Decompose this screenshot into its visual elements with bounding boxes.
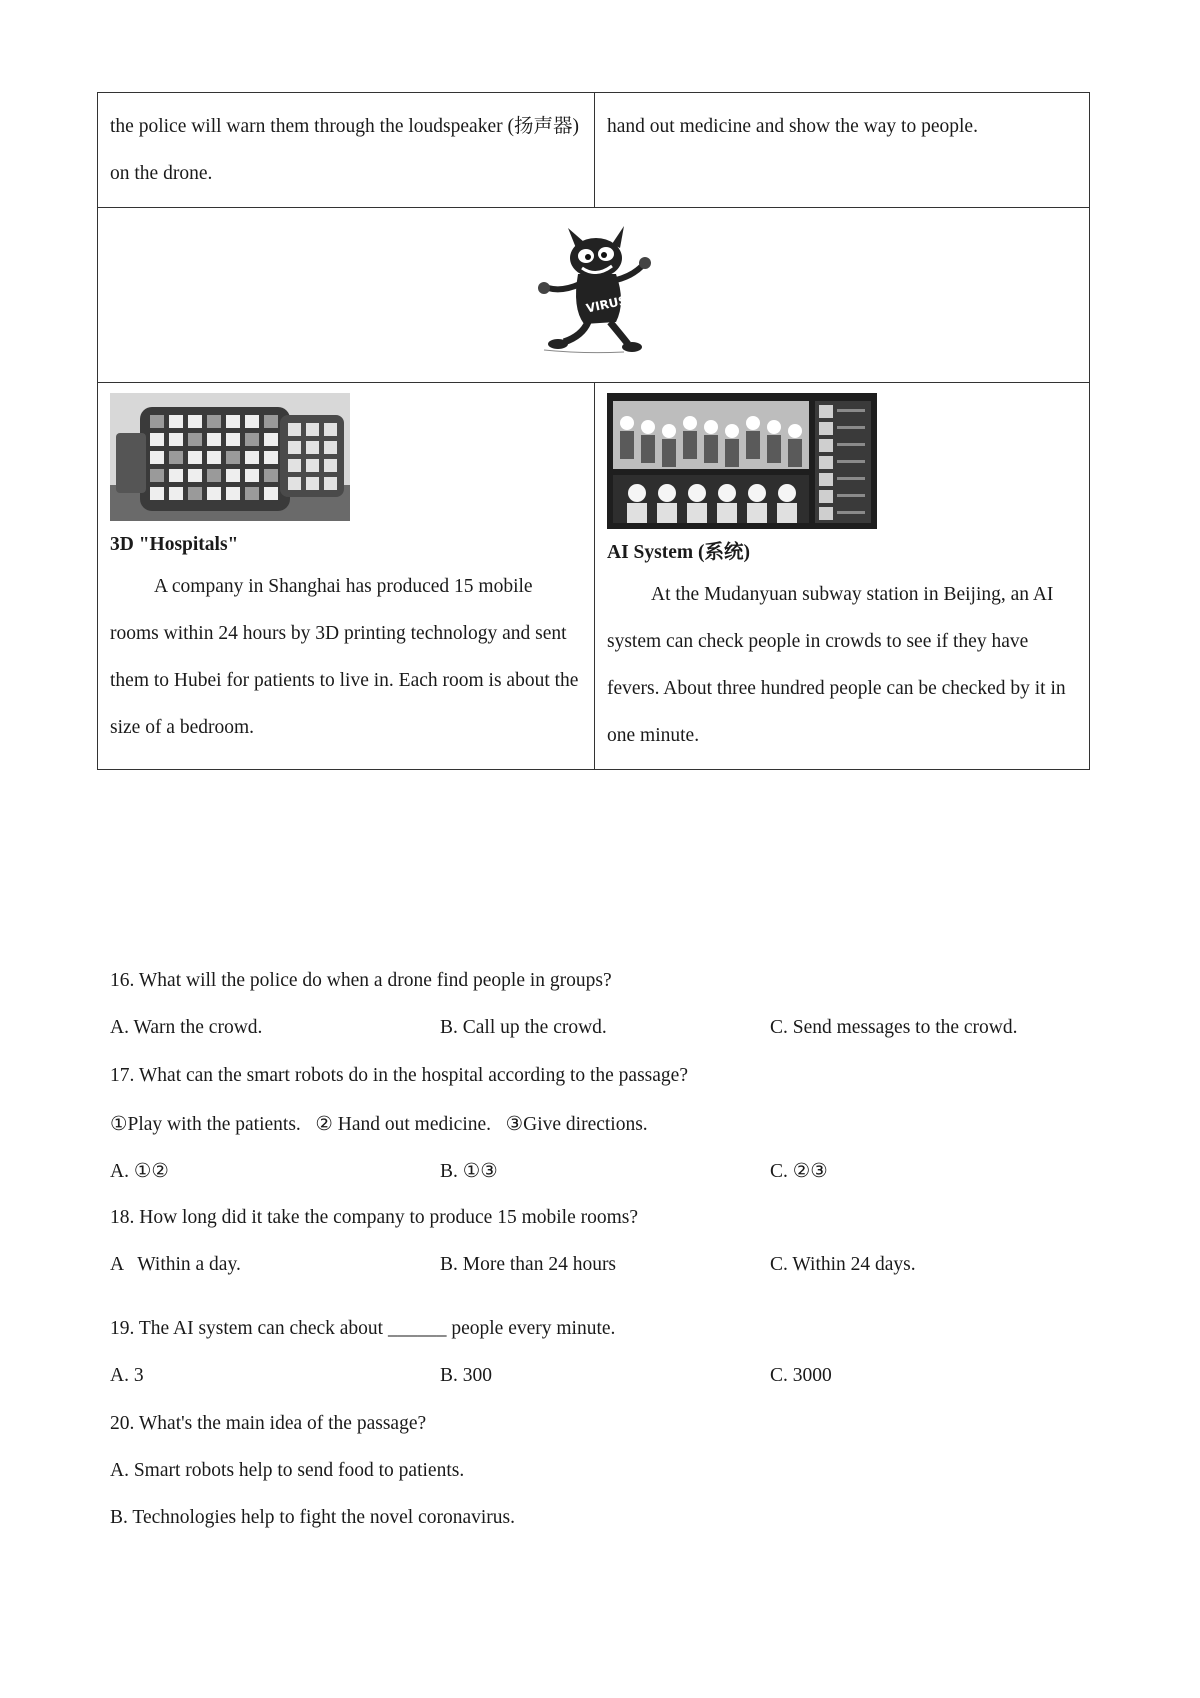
question-18-option-b: B. More than 24 hours bbox=[440, 1254, 617, 1275]
question-18-stem: 18. How long did it take the company to produce 15 mobile rooms? bbox=[110, 1207, 639, 1228]
virus-cartoon-icon bbox=[524, 218, 664, 358]
virus-label: VIRUS bbox=[584, 293, 628, 316]
question-20-option-a: A. Smart robots help to send food to patients. bbox=[110, 1460, 465, 1481]
ai-thermal-screening-screen-photo bbox=[607, 393, 877, 529]
question-19-option-c: C. 3000 bbox=[770, 1365, 832, 1386]
question-16-option-c: C. Send messages to the crowd. bbox=[770, 1017, 1018, 1038]
3d-hospitals-body: A company in Shanghai has produced 15 mobile rooms within 24 hours by 3D printing technology and sent them to Hubei for patients to live in. Each room is about the size of a bedroom. bbox=[110, 576, 579, 738]
question-18-option-c: C. Within 24 days. bbox=[770, 1254, 916, 1275]
question-17-sub-items: ①Play with the patients. ② Hand out medicine. ③Give directions. bbox=[110, 1114, 648, 1135]
drone-text: the police will warn them through the loudspeaker (扬声器) on the drone. bbox=[110, 116, 579, 184]
question-17-option-c: C. ②③ bbox=[770, 1161, 828, 1182]
3d-hospitals-cell bbox=[98, 383, 595, 770]
question-16-stem: 16. What will the police do when a drone find people in groups? bbox=[110, 970, 612, 991]
question-17-option-a: A. ①② bbox=[110, 1161, 169, 1182]
question-18-option-a: A Within a day. bbox=[110, 1254, 241, 1275]
3d-hospitals-heading: 3D "Hospitals" bbox=[110, 534, 239, 555]
question-16-option-a: A. Warn the crowd. bbox=[110, 1017, 263, 1038]
question-19-option-a: A. 3 bbox=[110, 1365, 144, 1386]
question-16-option-b: B. Call up the crowd. bbox=[440, 1017, 607, 1038]
ai-system-cell bbox=[595, 383, 1090, 770]
question-19-stem: 19. The AI system can check about ______ people every minute. bbox=[110, 1318, 616, 1339]
robot-text: hand out medicine and show the way to people. bbox=[607, 116, 978, 137]
question-20-stem: 20. What's the main idea of the passage? bbox=[110, 1413, 427, 1434]
robot-text-cell bbox=[595, 93, 1090, 208]
question-19-option-b: B. 300 bbox=[440, 1365, 493, 1386]
question-20-option-b: B. Technologies help to fight the novel coronavirus. bbox=[110, 1507, 515, 1528]
question-17-stem: 17. What can the smart robots do in the hospital according to the passage? bbox=[110, 1065, 688, 1086]
3d-printed-mobile-rooms-photo bbox=[110, 393, 350, 521]
drone-text-cell bbox=[98, 93, 595, 208]
passage-table bbox=[97, 92, 1090, 770]
ai-system-body: At the Mudanyuan subway station in Beijing, an AI system can check people in crowds to see if they have fevers. About three hundred people can be checked by it in one minute. bbox=[607, 584, 1066, 746]
virus-image-cell bbox=[98, 208, 1090, 383]
question-17-option-b: B. ①③ bbox=[440, 1161, 498, 1182]
ai-system-heading: AI System (系统) bbox=[607, 542, 750, 563]
